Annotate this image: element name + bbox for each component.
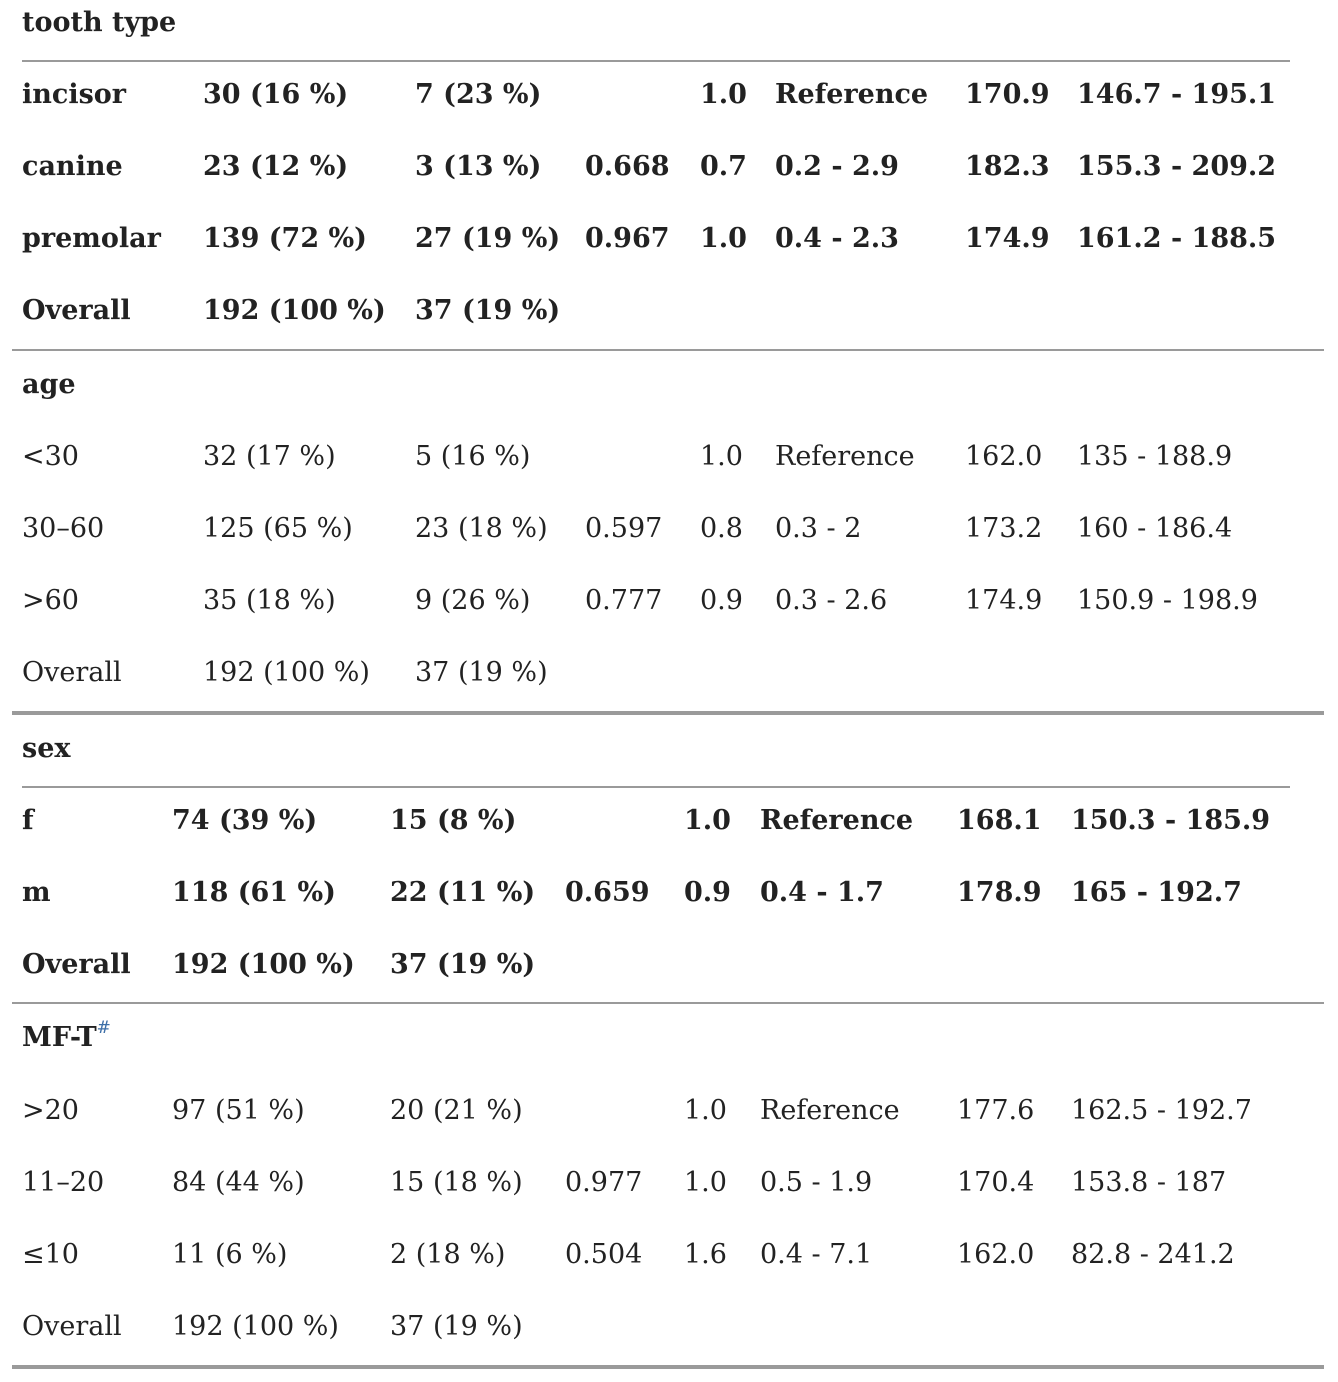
section-title-tooth-type: tooth type — [22, 7, 177, 38]
cell-hr: 1.0 — [684, 1095, 727, 1126]
cell-events: 22 (11 %) — [390, 877, 536, 908]
cell-mean: 178.9 — [957, 877, 1042, 908]
cell-n: 192 (100 %) — [172, 949, 355, 980]
cell-n: 74 (39 %) — [172, 805, 318, 836]
cell-n: 192 (100 %) — [203, 295, 386, 326]
cell-mean: 170.4 — [957, 1167, 1035, 1198]
section-title-text: MF-T — [22, 1022, 97, 1053]
cell-hr: 0.8 — [700, 513, 743, 544]
cell-events: 5 (16 %) — [415, 441, 531, 472]
cell-ci: 0.4 - 1.7 — [760, 877, 884, 908]
cell-events: 15 (8 %) — [390, 805, 517, 836]
row-label: premolar — [22, 223, 161, 254]
row-label: >20 — [22, 1095, 79, 1126]
cell-ci: Reference — [775, 79, 929, 110]
cell-events: 27 (19 %) — [415, 223, 561, 254]
cell-mean-ci: 150.3 - 185.9 — [1071, 805, 1271, 836]
cell-n: 30 (16 %) — [203, 79, 349, 110]
cell-mean-ci: 161.2 - 188.5 — [1077, 223, 1277, 254]
cell-mean-ci: 150.9 - 198.9 — [1077, 585, 1258, 616]
row-label: Overall — [22, 1311, 122, 1342]
cell-ci: 0.4 - 2.3 — [775, 223, 899, 254]
section-title-sex: sex — [22, 733, 71, 764]
cell-mean: 162.0 — [957, 1239, 1035, 1270]
cell-hr: 0.9 — [700, 585, 743, 616]
row-label: 11–20 — [22, 1167, 105, 1198]
cell-events: 37 (19 %) — [415, 657, 548, 688]
cell-ci: Reference — [760, 1095, 900, 1126]
row-label: <30 — [22, 441, 79, 472]
cell-mean-ci: 153.8 - 187 — [1071, 1167, 1227, 1198]
section-title-mf-t — [22, 1018, 111, 1055]
table-row — [0, 875, 1338, 911]
cell-p-value: 0.504 — [565, 1239, 643, 1270]
cell-ci: Reference — [760, 805, 914, 836]
section-title-age: age — [22, 369, 76, 400]
table-row — [0, 221, 1338, 257]
row-label: incisor — [22, 79, 127, 110]
cell-mean-ci: 162.5 - 192.7 — [1071, 1095, 1252, 1126]
cell-n: 97 (51 %) — [172, 1095, 305, 1126]
cell-events: 20 (21 %) — [390, 1095, 523, 1126]
cell-n: 125 (65 %) — [203, 513, 353, 544]
cell-events: 9 (26 %) — [415, 585, 531, 616]
cell-ci: 0.2 - 2.9 — [775, 151, 899, 182]
cell-events: 23 (18 %) — [415, 513, 548, 544]
cell-p-value: 0.977 — [565, 1167, 643, 1198]
table-row-overall — [0, 655, 1338, 691]
cell-p-value: 0.597 — [585, 513, 663, 544]
cell-mean-ci: 155.3 - 209.2 — [1077, 151, 1277, 182]
cell-n: 84 (44 %) — [172, 1167, 305, 1198]
table-row — [0, 803, 1338, 839]
table-row-overall — [0, 947, 1338, 983]
footnote-marker[interactable]: # — [96, 1018, 111, 1038]
section-divider — [12, 349, 1324, 351]
table-row — [0, 1165, 1338, 1201]
row-label: Overall — [22, 657, 122, 688]
cell-hr: 0.7 — [700, 151, 747, 182]
cell-ci: 0.3 - 2.6 — [775, 585, 888, 616]
cell-n: 11 (6 %) — [172, 1239, 288, 1270]
cell-events: 37 (19 %) — [415, 295, 561, 326]
cell-mean-ci: 135 - 188.9 — [1077, 441, 1233, 472]
row-label: m — [22, 877, 51, 908]
table-row — [0, 511, 1338, 547]
cell-events: 37 (19 %) — [390, 1311, 523, 1342]
cell-mean: 173.2 — [965, 513, 1043, 544]
cell-mean-ci: 82.8 - 241.2 — [1071, 1239, 1235, 1270]
section-divider — [22, 60, 1290, 62]
cell-mean: 182.3 — [965, 151, 1050, 182]
cell-mean: 177.6 — [957, 1095, 1035, 1126]
cell-hr: 1.6 — [684, 1239, 727, 1270]
table-row — [0, 583, 1338, 619]
cell-mean-ci: 160 - 186.4 — [1077, 513, 1233, 544]
table-row — [0, 1093, 1338, 1129]
cell-n: 32 (17 %) — [203, 441, 336, 472]
section-divider — [12, 1002, 1324, 1004]
cell-p-value: 0.777 — [585, 585, 663, 616]
cell-n: 192 (100 %) — [172, 1311, 339, 1342]
table-row — [0, 439, 1338, 475]
section-divider — [22, 786, 1290, 788]
row-label: Overall — [22, 295, 131, 326]
table-row-overall — [0, 293, 1338, 329]
table-row — [0, 1237, 1338, 1273]
cell-events: 37 (19 %) — [390, 949, 536, 980]
cell-n: 35 (18 %) — [203, 585, 336, 616]
row-label: f — [22, 805, 34, 836]
table-row — [0, 149, 1338, 185]
cell-n: 23 (12 %) — [203, 151, 349, 182]
cell-mean: 170.9 — [965, 79, 1050, 110]
row-label: 30–60 — [22, 513, 105, 544]
table-divider — [12, 711, 1324, 715]
cell-ci: 0.3 - 2 — [775, 513, 862, 544]
cell-mean: 174.9 — [965, 223, 1050, 254]
cell-mean: 174.9 — [965, 585, 1043, 616]
cell-p-value: 0.659 — [565, 877, 650, 908]
row-label: ≤10 — [22, 1239, 79, 1270]
cell-mean: 168.1 — [957, 805, 1042, 836]
cell-events: 7 (23 %) — [415, 79, 542, 110]
cell-mean: 162.0 — [965, 441, 1043, 472]
table-row-overall — [0, 1309, 1338, 1345]
row-label: >60 — [22, 585, 79, 616]
cell-hr: 1.0 — [684, 805, 731, 836]
cell-n: 139 (72 %) — [203, 223, 367, 254]
table-bottom-rule — [12, 1365, 1324, 1369]
row-label: Overall — [22, 949, 131, 980]
cell-hr: 1.0 — [700, 223, 747, 254]
cell-hr: 1.0 — [684, 1167, 727, 1198]
cell-ci: 0.4 - 7.1 — [760, 1239, 873, 1270]
cell-n: 118 (61 %) — [172, 877, 336, 908]
cell-hr: 1.0 — [700, 79, 747, 110]
cell-ci: Reference — [775, 441, 915, 472]
table-row — [0, 77, 1338, 113]
cell-events: 2 (18 %) — [390, 1239, 506, 1270]
cell-p-value: 0.668 — [585, 151, 670, 182]
cell-n: 192 (100 %) — [203, 657, 370, 688]
cell-p-value: 0.967 — [585, 223, 670, 254]
cell-ci: 0.5 - 1.9 — [760, 1167, 873, 1198]
cell-events: 3 (13 %) — [415, 151, 542, 182]
cell-mean-ci: 165 - 192.7 — [1071, 877, 1242, 908]
cell-events: 15 (18 %) — [390, 1167, 523, 1198]
cell-hr: 1.0 — [700, 441, 743, 472]
cell-mean-ci: 146.7 - 195.1 — [1077, 79, 1277, 110]
row-label: canine — [22, 151, 123, 182]
cell-hr: 0.9 — [684, 877, 731, 908]
